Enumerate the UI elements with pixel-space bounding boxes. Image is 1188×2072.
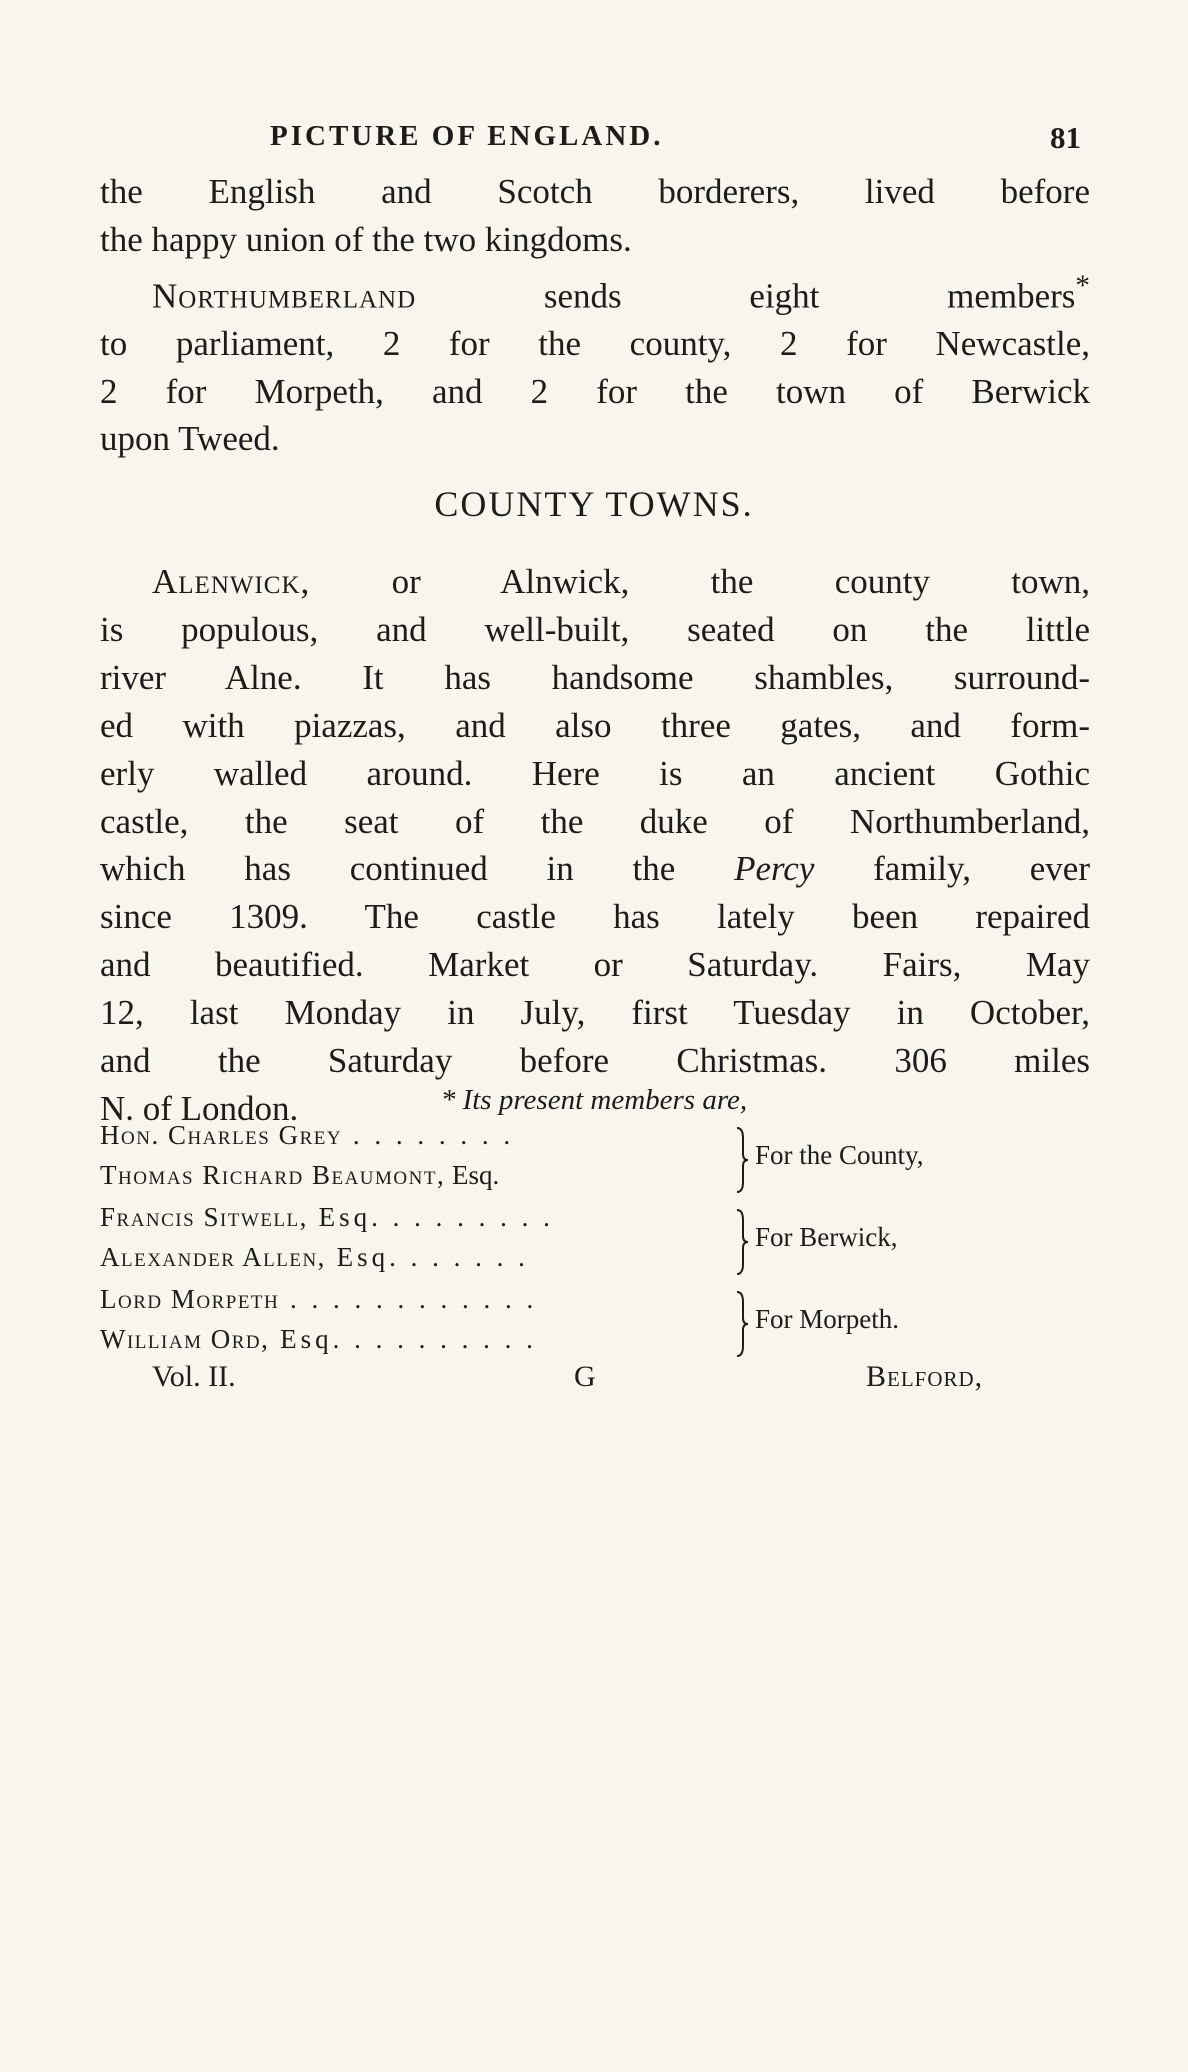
paragraph-lead-line	[100, 558, 1090, 606]
member-name: Francis Sitwell,	[100, 1202, 308, 1232]
text-line: erly walled around. Here is an ancient Gothic	[100, 753, 1090, 793]
member-suffix: Esq. . . . . . . . .	[307, 1202, 554, 1232]
text-line: is populous, and well-built, seated on the little	[100, 609, 1090, 649]
brace-icon	[735, 1288, 751, 1360]
lead-word: Northumberland	[152, 276, 417, 316]
lead-word: Alenwick,	[152, 562, 311, 601]
member-name: Hon. Charles Grey	[100, 1120, 343, 1150]
signature-letter: G	[574, 1360, 596, 1393]
member-row	[100, 1242, 730, 1284]
page-number: 81	[1050, 120, 1081, 155]
member-name: Thomas Richard Beaumont,	[100, 1160, 446, 1190]
text-fragment: sends eight members	[416, 276, 1076, 316]
text-line: the happy union of the two kingdoms.	[100, 219, 632, 259]
text-line: since 1309. The castle has lately been repaired	[100, 897, 1090, 937]
footnote-title-text: Its present members are,	[462, 1084, 748, 1116]
volume-mark: Vol. II.	[152, 1360, 236, 1393]
page-header	[0, 120, 1188, 160]
text-line: to parliament, 2 for the county, 2 for Newcastle,	[100, 324, 1090, 364]
member-name: Alexander Allen,	[100, 1242, 326, 1272]
opening-text	[100, 168, 1090, 463]
brace-icon	[735, 1206, 751, 1278]
footnote-title	[0, 1084, 1188, 1117]
percy-name: Percy	[734, 849, 815, 889]
text-fragment: family, ever	[814, 849, 1090, 889]
member-suffix: . . . . . . . . . . . .	[279, 1284, 538, 1314]
group-label-morpeth: For Morpeth.	[755, 1304, 899, 1334]
footnote-mark: *	[440, 1084, 456, 1116]
member-row	[100, 1160, 730, 1202]
member-suffix: Esq. . . . . . .	[325, 1242, 529, 1272]
member-row	[100, 1202, 730, 1244]
running-head: PICTURE OF ENGLAND.	[270, 120, 664, 152]
text-line: 12, last Monday in July, first Tuesday in October,	[100, 993, 1090, 1033]
text-line: river Alne. It has handsome shambles, surround-	[100, 657, 1090, 697]
member-row	[100, 1120, 730, 1162]
member-name: Lord Morpeth	[100, 1284, 280, 1314]
group-label-county: For the County,	[755, 1140, 924, 1170]
group-label-berwick: For Berwick,	[755, 1222, 898, 1252]
text-line: N. of London.	[100, 1088, 299, 1128]
member-name: William Ord,	[100, 1324, 270, 1354]
text-fragment: or Alnwick, the county town,	[310, 562, 1090, 601]
text-line: 2 for Morpeth, and 2 for the town of Berwick	[100, 371, 1090, 411]
member-suffix: . . . . . . . .	[342, 1120, 515, 1150]
text-line: and the Saturday before Christmas. 306 miles	[100, 1041, 1090, 1081]
member-suffix: Esq. . . . . . . . . .	[269, 1324, 537, 1354]
text-line	[100, 845, 1090, 893]
alnwick-paragraph	[100, 558, 1090, 1133]
paragraph-lead-line	[100, 263, 1090, 320]
text-line: castle, the seat of the duke of Northumberland,	[100, 801, 1090, 841]
catchword: Belford,	[866, 1360, 984, 1393]
member-suffix: Esq.	[445, 1160, 500, 1190]
signature-line	[0, 1360, 1188, 1410]
text-line: the English and Scotch borderers, lived before	[100, 172, 1090, 211]
text-line: upon Tweed.	[100, 419, 280, 459]
brace-icon	[735, 1124, 751, 1196]
text-fragment: which has continued in the	[100, 849, 735, 889]
text-line: and beautified. Market or Saturday. Fairs, May	[100, 945, 1090, 985]
section-heading: COUNTY TOWNS.	[434, 484, 754, 524]
text-line: ed with piazzas, and also three gates, and form-	[100, 705, 1090, 745]
member-row	[100, 1284, 730, 1326]
footnote-marker: *	[1075, 270, 1090, 302]
